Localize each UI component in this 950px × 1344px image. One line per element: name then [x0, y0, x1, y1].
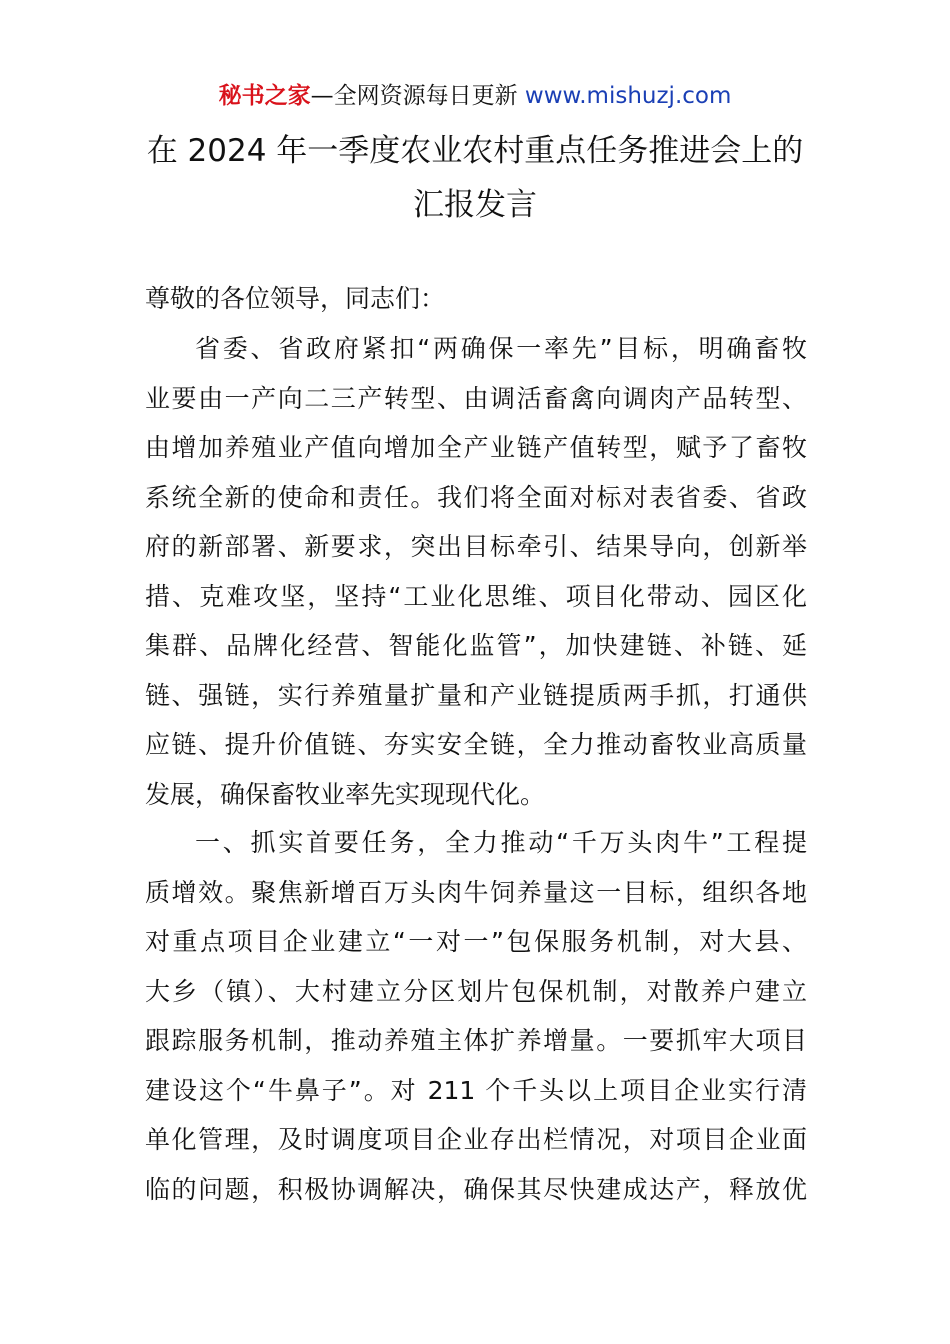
paragraph-line: 链、强链，实行养殖量扩量和产业链提质两手抓，打通供	[145, 680, 807, 710]
paragraph-line: 府的新部署、新要求，突出目标牵引、结果导向，创新举	[145, 532, 807, 561]
title-line: 在 2024 年一季度农业农村重点任务推进会上的	[146, 133, 804, 169]
paragraph-line: 由增加养殖业产值向增加全产业链产值转型，赋予了畜牧	[145, 433, 807, 462]
paragraph-line: 对重点项目企业建立“一对一”包保服务机制，对大县、	[145, 927, 807, 956]
paragraph-line: 建设这个“牛鼻子”。对 211 个千头以上项目企业实行清	[145, 1075, 807, 1105]
site-url-link[interactable]: www.mishuzj.com	[524, 83, 732, 109]
header-tagline: —全网资源每日更新	[310, 83, 525, 109]
paragraph-line: 业要由一产向二三产转型、由调活畜禽向调肉产品转型、	[145, 383, 807, 413]
paragraph-2	[145, 818, 807, 1214]
paragraph-line: 应链、提升价值链、夯实安全链，全力推动畜牧业高质量	[145, 730, 807, 759]
paragraph-line: 发展，确保畜牧业率先实现现代化。	[145, 779, 546, 809]
paragraph-line: 集群、品牌化经营、智能化监管”，加快建链、补链、延	[145, 631, 807, 660]
paragraph-line: 大乡（镇）、大村建立分区划片包保机制，对散养户建立	[145, 976, 807, 1006]
paragraph-line: 单化管理，及时调度项目企业存出栏情况，对项目企业面	[145, 1125, 807, 1154]
paragraph-line: 质增效。聚焦新增百万头肉牛饲养量这一目标，组织各地	[145, 877, 807, 907]
brand-name: 秘书之家	[218, 83, 311, 109]
paragraph-line: 一、抓实首要任务，全力推动“千万头肉牛”工程提	[195, 828, 807, 857]
document-title	[100, 124, 850, 232]
paragraph-line: 跟踪服务机制，推动养殖主体扩养增量。一要抓牢大项目	[145, 1026, 807, 1055]
site-header	[0, 80, 950, 112]
paragraph-line: 省委、省政府紧扣“两确保一率先”目标，明确畜牧	[195, 334, 807, 363]
salutation: 尊敬的各位领导，同志们：	[145, 284, 446, 313]
paragraph-line: 措、克难攻坚，坚持“工业化思维、项目化带动、园区化	[145, 581, 807, 611]
paragraph-line: 临的问题，积极协调解决，确保其尽快建成达产，释放优	[145, 1174, 807, 1204]
paragraph-1	[145, 324, 807, 819]
title-line: 汇报发言	[413, 187, 537, 223]
paragraph-line: 系统全新的使命和责任。我们将全面对标对表省委、省政	[145, 482, 807, 512]
